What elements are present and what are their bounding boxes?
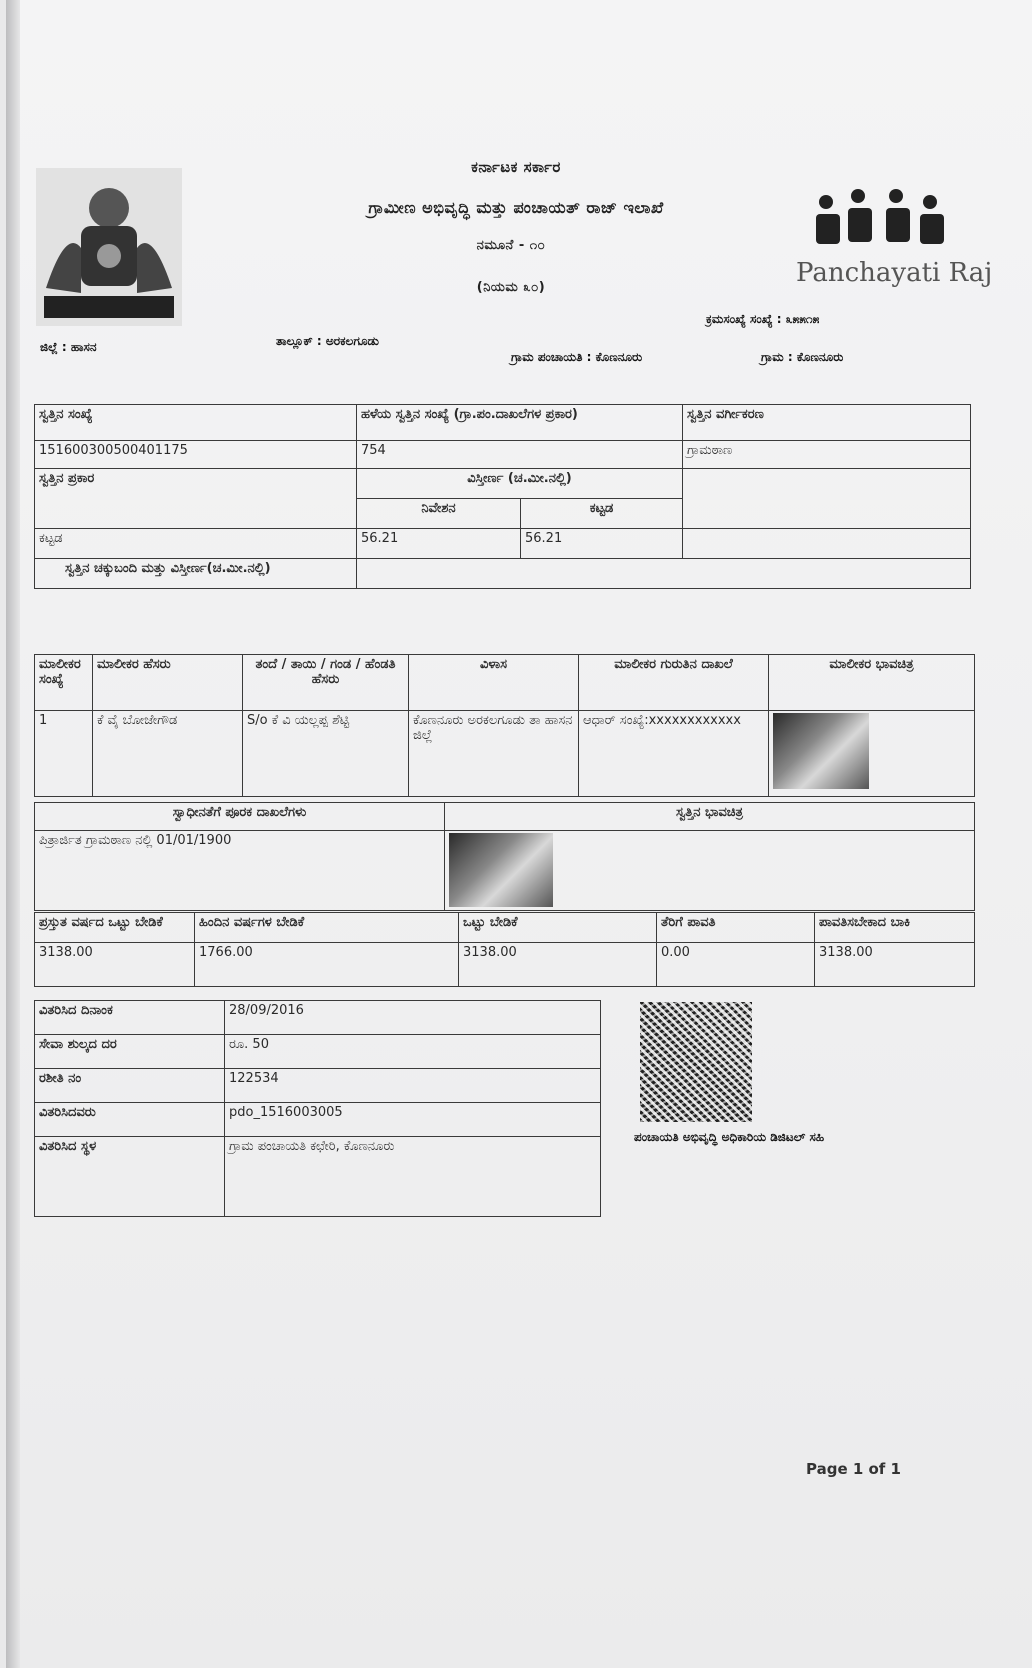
page-number: Page 1 of 1	[806, 1460, 901, 1478]
issued-by-header: ವಿತರಿಸಿದವರು	[35, 1103, 225, 1137]
site-area-header: ನಿವೇಶನ	[357, 499, 521, 529]
document-sheet	[6, 0, 1032, 1668]
property-classification: ಗ್ರಾಮಠಾಣ	[683, 441, 971, 469]
owner-photo-header: ಮಾಲೀಕರ ಭಾವಚಿತ್ರ	[769, 655, 975, 711]
owner-id: ಆಧಾರ್ ಸಂಖ್ಯೆ:xxxxxxxxxxxx	[579, 711, 769, 797]
header-line2: ಗ್ರಾಮೀಣ ಅಭಿವೃದ್ಧಿ ಮತ್ತು ಪಂಚಾಯತ್ ರಾಜ್ ಇಲಾಖೆ	[368, 198, 664, 217]
service-fee-header: ಸೇವಾ ಶುಲ್ಕದ ದರ	[35, 1035, 225, 1069]
receipt-number: 122534	[225, 1069, 601, 1103]
issue-table	[34, 1000, 601, 1217]
property-photo	[449, 833, 553, 907]
current-demand: 3138.00	[35, 943, 195, 987]
issued-by: pdo_1516003005	[225, 1103, 601, 1137]
gram-panchayat: ಗ್ರಾಮ ಪಂಚಾಯತಿ : ಕೊಣನೂರು	[511, 350, 643, 364]
header-line1: ಕರ್ನಾಟಕ ಸರ್ಕಾರ	[471, 158, 561, 176]
serial-number: ಕ್ರಮಸಂಖ್ಯೆ ಸಂಖ್ಯೆ : ೩೫೫೧೫	[706, 312, 820, 326]
building-area-header: ಕಟ್ಟಡ	[521, 499, 683, 529]
owner-address: ಕೊಣನೂರು ಅರಕಲಗೂಡು ತಾ ಹಾಸನ ಜಿಲ್ಲೆ	[409, 711, 579, 797]
tax-paid-header: ತೆರಿಗೆ ಪಾವತಿ	[657, 913, 815, 943]
previous-demand: 1766.00	[195, 943, 459, 987]
property-number-header: ಸ್ವತ್ತಿನ ಸಂಖ್ಯೆ	[35, 405, 357, 441]
balance: 3138.00	[815, 943, 975, 987]
district: ಜಿಲ್ಲೆ : ಹಾಸನ	[40, 340, 97, 354]
owners-table	[34, 654, 975, 797]
empty-cell	[683, 529, 971, 559]
village: ಗ್ರಾಮ : ಕೊಣನೂರು	[761, 350, 844, 364]
address-header: ವಿಳಾಸ	[409, 655, 579, 711]
site-area: 56.21	[357, 529, 521, 559]
current-demand-header: ಪ್ರಸ್ತುತ ವರ್ಷದ ಒಟ್ಟು ಬೇಡಿಕೆ	[35, 913, 195, 943]
old-property-number-header: ಹಳೆಯ ಸ್ವತ್ತಿನ ಸಂಖ್ಯೆ (ಗ್ರಾ.ಪಂ.ದಾಖಲೆಗಳ ಪ್ರಕಾರ)	[357, 405, 683, 441]
acquisition-docs-header: ಸ್ವಾಧೀನತೆಗೆ ಪೂರಕ ದಾಖಲೆಗಳು	[35, 803, 445, 831]
property-classification-header: ಸ್ವತ್ತಿನ ವರ್ಗೀಕರಣ	[683, 405, 971, 441]
owner-photo-cell	[769, 711, 975, 797]
acquisition-docs: ಪಿತ್ರಾರ್ಜಿತ ಗ್ರಾಮಠಾಣ ನಲ್ಲಿ 01/01/1900	[35, 831, 445, 911]
owner-number: 1	[35, 711, 93, 797]
header-form-number: ನಮೂನೆ - ೧೦	[476, 238, 546, 253]
owner-id-header: ಮಾಲೀಕರ ಗುರುತಿನ ದಾಖಲೆ	[579, 655, 769, 711]
owner-number-header: ಮಾಲೀಕರ ಸಂಖ್ಯೆ	[35, 655, 93, 711]
issue-place: ಗ್ರಾಮ ಪಂಚಾಯತಿ ಕಛೇರಿ, ಕೊಣನೂರು	[225, 1137, 601, 1217]
documents-table	[34, 802, 975, 911]
property-type: ಕಟ್ಟಡ	[35, 529, 357, 559]
owner-parent-name: S/o ಕೆ ವಿ ಯಲ್ಲಪ್ಪ ಶೆಟ್ಟಿ	[243, 711, 409, 797]
tax-table	[34, 912, 975, 987]
tax-paid: 0.00	[657, 943, 815, 987]
property-number: 151600300500401175	[35, 441, 357, 469]
owner-name-header: ಮಾಲೀಕರ ಹೆಸರು	[93, 655, 243, 711]
taluk: ತಾಲ್ಲೂಕ್ : ಅರಕಲಗೂಡು	[276, 334, 379, 348]
issue-date-header: ವಿತರಿಸಿದ ದಿನಾಂಕ	[35, 1001, 225, 1035]
receipt-number-header: ರಶೀತಿ ನಂ	[35, 1069, 225, 1103]
old-property-number: 754	[357, 441, 683, 469]
building-area: 56.21	[521, 529, 683, 559]
service-fee: ರೂ. 50	[225, 1035, 601, 1069]
panchayati-raj-logo-text: Panchayati Raj	[796, 258, 993, 288]
balance-header: ಪಾವತಿಸಬೇಕಾದ ಬಾಕಿ	[815, 913, 975, 943]
header-rule: (ನಿಯಮ ೩೦)	[476, 280, 546, 295]
property-photo-cell	[445, 831, 975, 911]
total-demand-header: ಒಟ್ಟು ಬೇಡಿಕೆ	[459, 913, 657, 943]
state-emblem-icon	[36, 168, 182, 326]
property-table	[34, 404, 971, 589]
boundary-header: ಸ್ವತ್ತಿನ ಚಕ್ಕುಬಂದಿ ಮತ್ತು ವಿಸ್ತೀರ್ಣ(ಚ.ಮೀ.ನಲ್ಲಿ)	[35, 559, 357, 589]
paper-edge	[6, 0, 20, 1668]
property-type-header: ಸ್ವತ್ತಿನ ಪ್ರಕಾರ	[35, 469, 357, 529]
boundary-value	[357, 559, 971, 589]
property-photo-header: ಸ್ವತ್ತಿನ ಭಾವಚಿತ್ರ	[445, 803, 975, 831]
digital-signature-caption: ಪಂಚಾಯತಿ ಅಭಿವೃದ್ಧಿ ಅಧಿಕಾರಿಯ ಡಿಜಿಟಲ್ ಸಹಿ	[634, 1130, 825, 1144]
qr-code-icon	[640, 1002, 752, 1122]
area-header: ವಿಸ್ತೀರ್ಣ (ಚ.ಮೀ.ನಲ್ಲಿ)	[357, 469, 683, 499]
total-demand: 3138.00	[459, 943, 657, 987]
parent-name-header: ತಂದೆ / ತಾಯಿ / ಗಂಡ / ಹೆಂಡತಿ ಹೆಸರು	[243, 655, 409, 711]
owner-name: ಕೆ ವೈ ಬೋಜೇಗೌಡ	[93, 711, 243, 797]
owner-photo	[773, 713, 869, 789]
previous-demand-header: ಹಿಂದಿನ ವರ್ಷಗಳ ಬೇಡಿಕೆ	[195, 913, 459, 943]
empty-cell	[683, 469, 971, 529]
issue-date: 28/09/2016	[225, 1001, 601, 1035]
issue-place-header: ವಿತರಿಸಿದ ಸ್ಥಳ	[35, 1137, 225, 1217]
